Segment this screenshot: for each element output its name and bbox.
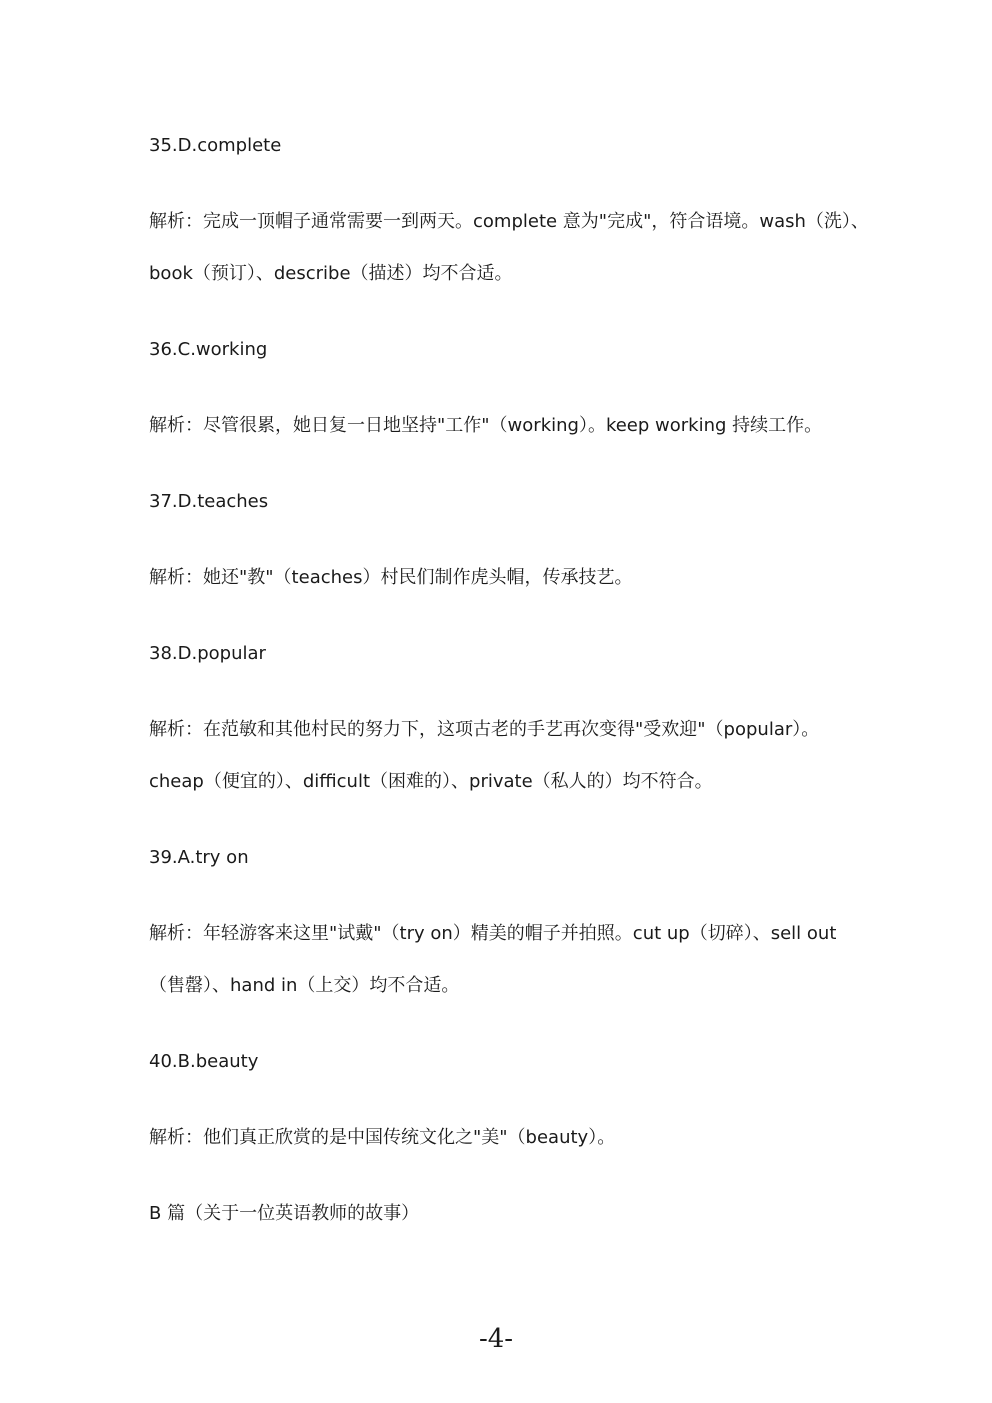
- answer-35: 35.D.complete: [149, 135, 282, 156]
- explanation-39-line-1: 解析：年轻游客来这里"试戴"（try on）精美的帽子并拍照。cut up（切碎）、sell out: [149, 923, 837, 944]
- explanation-38-line-2: cheap（便宜的）、difficult（困难的）、private（私人的）均不符合。: [149, 771, 713, 792]
- explanation-35-line-1: 解析：完成一顶帽子通常需要一到两天。complete 意为"完成"，符合语境。wash（洗）、: [149, 211, 869, 232]
- answer-37: 37.D.teaches: [149, 491, 269, 512]
- answer-36: 36.C.working: [149, 339, 268, 360]
- answer-38: 38.D.popular: [149, 643, 266, 664]
- answer-39: 39.A.try on: [149, 847, 249, 868]
- explanation-40-line-1: 解析：他们真正欣赏的是中国传统文化之"美"（beauty）。: [149, 1127, 616, 1148]
- section-heading: B 篇（关于一位英语教师的故事）: [149, 1203, 420, 1224]
- answer-40: 40.B.beauty: [149, 1051, 259, 1072]
- explanation-38-line-1: 解析：在范敏和其他村民的努力下，这项古老的手艺再次变得"受欢迎"（popular）。: [149, 719, 820, 740]
- page-number: -4-: [478, 1324, 514, 1354]
- explanation-35-line-2: book（预订）、describe（描述）均不合适。: [149, 263, 513, 284]
- explanation-37-line-1: 解析：她还"教"（teaches）村民们制作虎头帽，传承技艺。: [149, 567, 633, 588]
- explanation-36-line-1: 解析：尽管很累，她日复一日地坚持"工作"（working）。keep working 持续工作。: [149, 415, 823, 436]
- explanation-39-line-2: （售罄）、hand in（上交）均不合适。: [149, 975, 460, 996]
